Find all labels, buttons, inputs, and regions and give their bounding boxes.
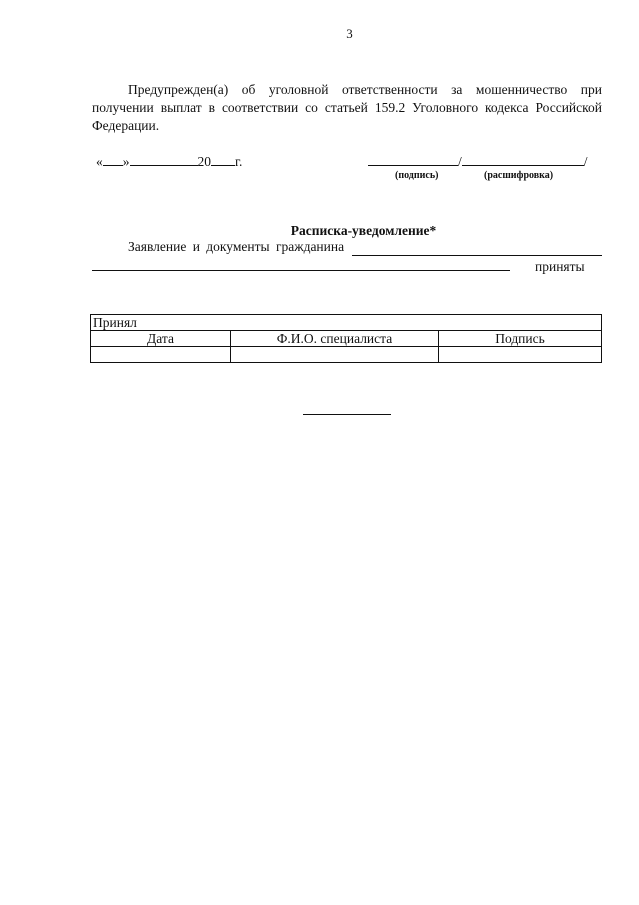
year-suffix: г.	[235, 154, 243, 169]
signature-row	[368, 153, 588, 170]
signature-blank[interactable]	[368, 153, 458, 166]
month-blank[interactable]	[130, 153, 198, 166]
cell-date[interactable]	[91, 347, 231, 363]
column-specialist-name: Ф.И.О. специалиста	[231, 331, 439, 347]
citizen-name-blank-1[interactable]	[352, 255, 602, 256]
date-row	[96, 153, 242, 170]
table-columns-row	[91, 331, 602, 347]
liability-warning	[92, 81, 602, 135]
page-number: 3	[346, 26, 353, 41]
table-header-row	[91, 315, 602, 331]
date-close-quote: »	[122, 154, 130, 169]
receipt-line1: Заявление и документы гражданина	[128, 239, 345, 254]
table-header-accepted: Принял	[91, 315, 602, 331]
date-open-quote: «	[96, 154, 103, 169]
year-blank[interactable]	[211, 153, 235, 166]
footer-rule	[303, 414, 391, 415]
receipt-accepted: приняты	[535, 259, 585, 274]
citizen-name-blank-2[interactable]	[92, 270, 510, 271]
day-blank[interactable]	[103, 153, 123, 166]
caption-signature: (подпись)	[395, 170, 439, 181]
cell-specialist-name[interactable]	[231, 347, 439, 363]
receipt-title: Расписка-уведомление*	[290, 223, 437, 238]
signature-end-separator: /	[583, 154, 588, 169]
table-row	[91, 347, 602, 363]
liability-warning-text: Предупрежден(а) об уголовной ответственности за мошенничество при получении выплат в соответствии со статьей 159.2 Уголовного кодекса Российской Федерации.	[92, 82, 602, 133]
cell-signature[interactable]	[439, 347, 602, 363]
decoding-blank[interactable]	[462, 153, 584, 166]
signature-separator: /	[458, 154, 462, 169]
column-signature: Подпись	[439, 331, 602, 347]
acceptance-table	[90, 314, 602, 363]
year-prefix: 20	[197, 154, 211, 169]
column-date: Дата	[91, 331, 231, 347]
caption-decoding: (расшифровка)	[484, 170, 554, 181]
